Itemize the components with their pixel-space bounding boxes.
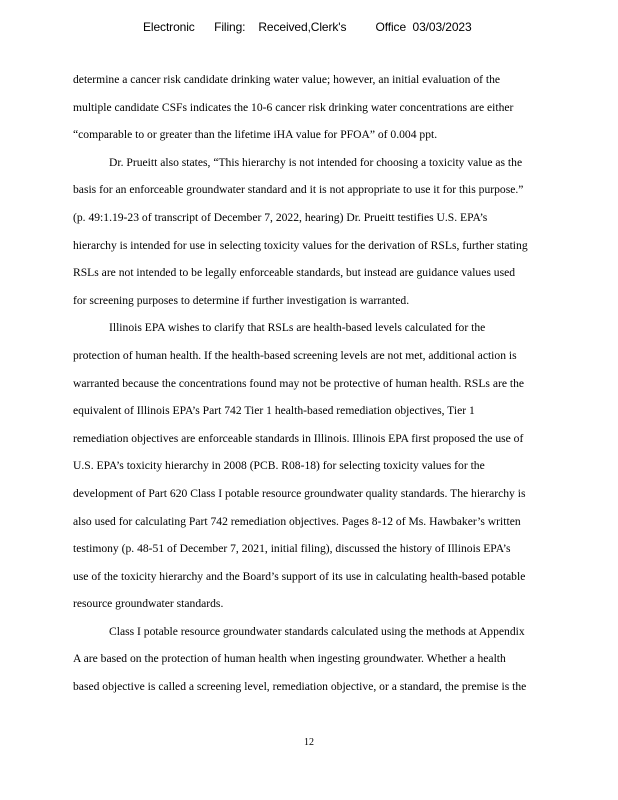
paragraph-start-line: Illinois EPA wishes to clarify that RSLs are health-based levels calculated for the [109,321,486,335]
paragraph-start-line: Class I potable resource groundwater standards calculated using the methods at Appendix [109,624,525,638]
text-line: A are based on the protection of human health when ingesting groundwater. Whether a health [73,652,506,666]
paragraph-start-line: Dr. Prueitt also states, “This hierarchy is not intended for choosing a toxicity value as the [109,155,523,169]
text-line: warranted because the concentrations found may not be protective of human health. RSLs are the [73,376,525,390]
text-line: for screening purposes to determine if further investigation is warranted. [73,293,410,307]
text-line: protection of human health. If the health-based screening levels are not met, additional action is [73,348,517,362]
text-line: U.S. EPA’s toxicity hierarchy in 2008 (PCB. R08-18) for selecting toxicity values for the [73,459,485,473]
text-line: resource groundwater standards. [73,597,224,611]
filing-header: Electronic Filing: Received,Clerk's Office 03/03/2023 [143,20,472,34]
text-line: (p. 49:1.19-23 of transcript of December 7, 2022, hearing) Dr. Prueitt testifies U.S. EPA’s [73,210,488,224]
text-line: basis for an enforceable groundwater standard and it is not appropriate to use it for this purpose.” [73,183,524,197]
document-body [73,70,603,705]
text-line: RSLs are not intended to be legally enforceable standards, but instead are guidance values used [73,266,516,280]
text-line: based objective is called a screening level, remediation objective, or a standard, the premise is the [73,680,527,694]
text-line: also used for calculating Part 742 remediation objectives. Pages 8-12 of Ms. Hawbaker’s written [73,514,521,528]
text-line: testimony (p. 48-51 of December 7, 2021, initial filing), discussed the history of Illinois EPA’s [73,542,511,556]
text-line: “comparable to or greater than the lifetime iHA value for PFOA” of 0.004 ppt. [73,128,438,142]
text-line: multiple candidate CSFs indicates the 10-6 cancer risk drinking water concentrations are either [73,100,514,114]
text-line: hierarchy is intended for use in selecting toxicity values for the derivation of RSLs, further stating [73,238,528,252]
text-line: equivalent of Illinois EPA’s Part 742 Tier 1 health-based remediation objectives, Tier 1 [73,404,475,418]
text-line: remediation objectives are enforceable standards in Illinois. Illinois EPA first proposed the use of [73,431,524,445]
text-line: determine a cancer risk candidate drinking water value; however, an initial evaluation of the [73,73,501,86]
text-line: use of the toxicity hierarchy and the Board’s support of its use in calculating health-based potable [73,569,526,583]
text-line: development of Part 620 Class I potable resource groundwater quality standards. The hierarchy is [73,486,526,500]
page-number: 12 [304,737,314,748]
